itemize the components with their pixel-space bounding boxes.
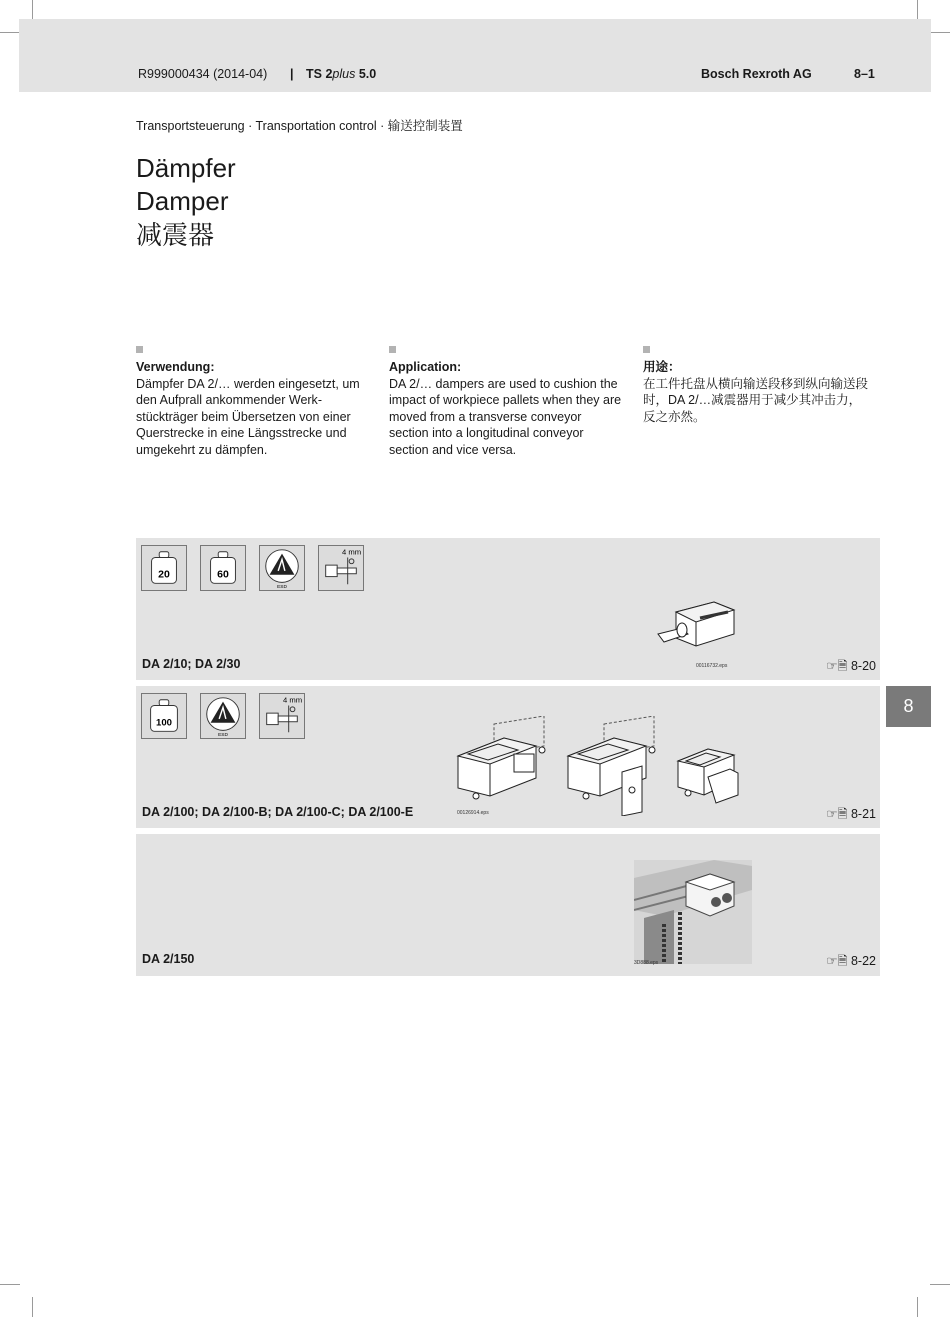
header-band (19, 19, 931, 92)
weight-value: 100 (156, 717, 172, 729)
product-panel-da2-150[interactable] (136, 834, 880, 976)
header-separator: | (290, 67, 294, 81)
page-reference-link[interactable]: ☞🗎 8-22 (826, 954, 876, 968)
product-line (306, 67, 376, 81)
chapter-tab[interactable]: 8 (886, 686, 931, 727)
product-name: DA 2/10; DA 2/30 (142, 657, 241, 671)
crop-mark (917, 1297, 918, 1317)
crop-mark (917, 0, 918, 20)
column-english (389, 346, 624, 458)
page-number: 8–1 (854, 67, 875, 81)
crop-mark (0, 32, 20, 33)
title-chinese: 减震器 (136, 220, 215, 250)
damper-variant-drawing (564, 716, 664, 816)
crop-mark (930, 1284, 950, 1285)
column-body: DA 2/… dampers are used to cushion the impact of workpiece pallets when they are moved from a transverse conveyor section into a longitudinal conveyor section and vice versa. (389, 376, 622, 457)
column-heading: 用途： (643, 360, 681, 374)
bullet-marker (389, 346, 396, 353)
weight-60-icon (200, 545, 246, 591)
conveyor-photo (634, 860, 752, 964)
product-panel-da2-100[interactable] (136, 686, 880, 828)
crop-mark (0, 1284, 20, 1285)
page-reference-link[interactable]: ☞🗎 8-20 (826, 659, 876, 673)
column-german (136, 346, 371, 458)
product-name: DA 2/150 (142, 952, 195, 966)
product-name: DA 2/100; DA 2/100-B; DA 2/100-C; DA 2/100-E (142, 805, 414, 819)
damper-variant-drawing (454, 716, 554, 806)
title-german: Dämpfer (136, 153, 236, 183)
weight-100-icon (141, 693, 187, 739)
eps-filename: 00126914.eps (457, 810, 489, 816)
crop-mark (930, 32, 950, 33)
esd-icon (200, 693, 246, 739)
bullet-marker (136, 346, 143, 353)
crop-mark (32, 1297, 33, 1317)
stroke-label: 4 mm (341, 547, 362, 557)
section-line: Transportsteuerung · Transportation control · 输送控制装置 (136, 119, 463, 133)
stroke-4mm-icon (259, 693, 305, 739)
weight-20-icon (141, 545, 187, 591)
esd-label: ESD (277, 585, 287, 590)
esd-icon (259, 545, 305, 591)
product-italic: plus (332, 67, 356, 81)
product-panel-da2-10[interactable] (136, 538, 880, 680)
column-body: Dämpfer DA 2/… werden eingesetzt, um den Aufprall ankommender Werkstückträger beim Übersetzen von einer Querstrecke in eine Längsstrecke und umgekehrt zu dämpfen. (136, 376, 360, 457)
weight-value: 60 (217, 568, 229, 581)
column-body: 在工件托盘从横向输送段移到纵向输送段时，DA 2/…减震器用于减少其冲击力，反之亦然。 (643, 376, 869, 424)
company-name: Bosch Rexroth AG (701, 67, 812, 81)
esd-label: ESD (218, 733, 228, 738)
column-heading: Verwendung: (136, 360, 215, 374)
stroke-label: 4 mm (282, 695, 303, 705)
title-english: Damper (136, 186, 229, 216)
stroke-4mm-icon (318, 545, 364, 591)
damper-variant-drawing (674, 741, 744, 806)
column-heading: Application: (389, 360, 462, 374)
page-reference-link[interactable]: ☞🗎 8-21 (826, 807, 876, 821)
damper-drawing (656, 600, 736, 662)
product-prefix: TS 2 (306, 67, 333, 81)
bullet-marker (643, 346, 650, 353)
doc-number: R999000434 (2014-04) (138, 67, 268, 81)
product-suffix: 5.0 (355, 67, 377, 81)
eps-filename: 3D888.eps (634, 960, 659, 966)
column-chinese (643, 346, 868, 425)
crop-mark (32, 0, 33, 20)
eps-filename: 00116732.eps (696, 663, 728, 669)
weight-value: 20 (158, 568, 170, 581)
